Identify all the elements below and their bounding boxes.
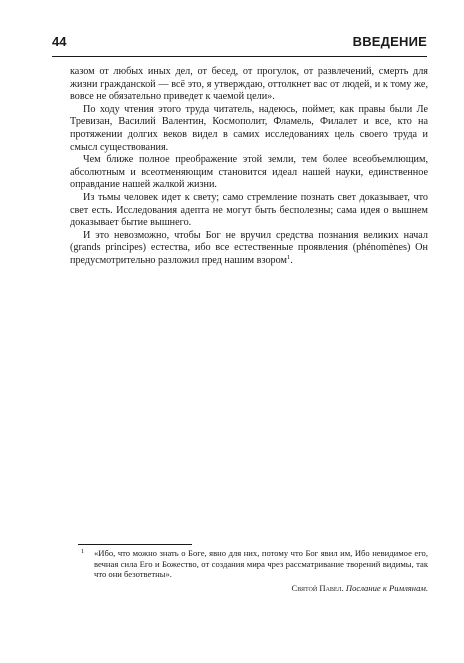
paragraph-5-text: И это невозможно, чтобы Бог не вручил средства познания великих начал (grands principes) естества, ибо все естественные проявления (phénomènes) Он предусмотрительно разложил пред нашим взором: [70, 229, 428, 266]
attribution-work: Послание к Римлянам.: [345, 582, 428, 593]
footnote-marker: 1: [81, 548, 85, 555]
running-title: ВВЕДЕНИЕ: [352, 34, 427, 49]
page-header: [52, 34, 427, 56]
footnote-reference[interactable]: 1: [286, 253, 291, 261]
paragraph-2: По ходу чтения этого труда читатель, надеюсь, поймет, как правы были Ле Тревизан, Василий Валентин, Космополит, Фламель, Филалет и все, кто на протяжении долгих веков видел в самих исследованиях цель своего труда и смысл существования.: [70, 103, 428, 153]
paragraph-4: Из тьмы человек идет к свету; само стремление познать свет доказывает, что свет есть. Исследования адепта не могут быть бесполезны; сама идея о вышнем доказывает бытие вышнего.: [70, 191, 428, 229]
footnote: [81, 548, 428, 593]
footnote-text: «Ибо, что можно знать о Боге, явно для них, потому что Бог явил им, Ибо невидимое его, вечная сила Его и Божество, от создания мира чрез рассматривание творений видимы, так что они безответны».: [94, 548, 428, 580]
body-text: [70, 66, 428, 268]
footnote-attribution: [94, 583, 428, 594]
header-rule: [52, 56, 427, 57]
paragraph-3: Чем ближе полное преображение этой земли, тем более всеобъемлющим, абсолютным и всеотменяющим становится идеал нашей науки, единственное оправдание нашей жалкой жизни.: [70, 154, 428, 191]
attribution-author: Святой Павел.: [291, 582, 344, 593]
footnote-rule: [78, 544, 192, 545]
paragraph-5: И это невозможно, чтобы Бог не вручил средства познания великих начал (grands principes) естества, ибо все естественные проявления (phénomènes) Он предусмотрительно разложил пред нашим взором$^1$.: [70, 229, 428, 266]
page-number: 44: [52, 34, 67, 49]
paragraph-1: казом от любых иных дел, от бесед, от прогулок, от развлечений, смерть для жизни гражданской — всё это, я утверждаю, оттолкнет вас от людей, и к тому же, вовсе не обязательно приведет к чаемой цели».: [70, 66, 428, 103]
